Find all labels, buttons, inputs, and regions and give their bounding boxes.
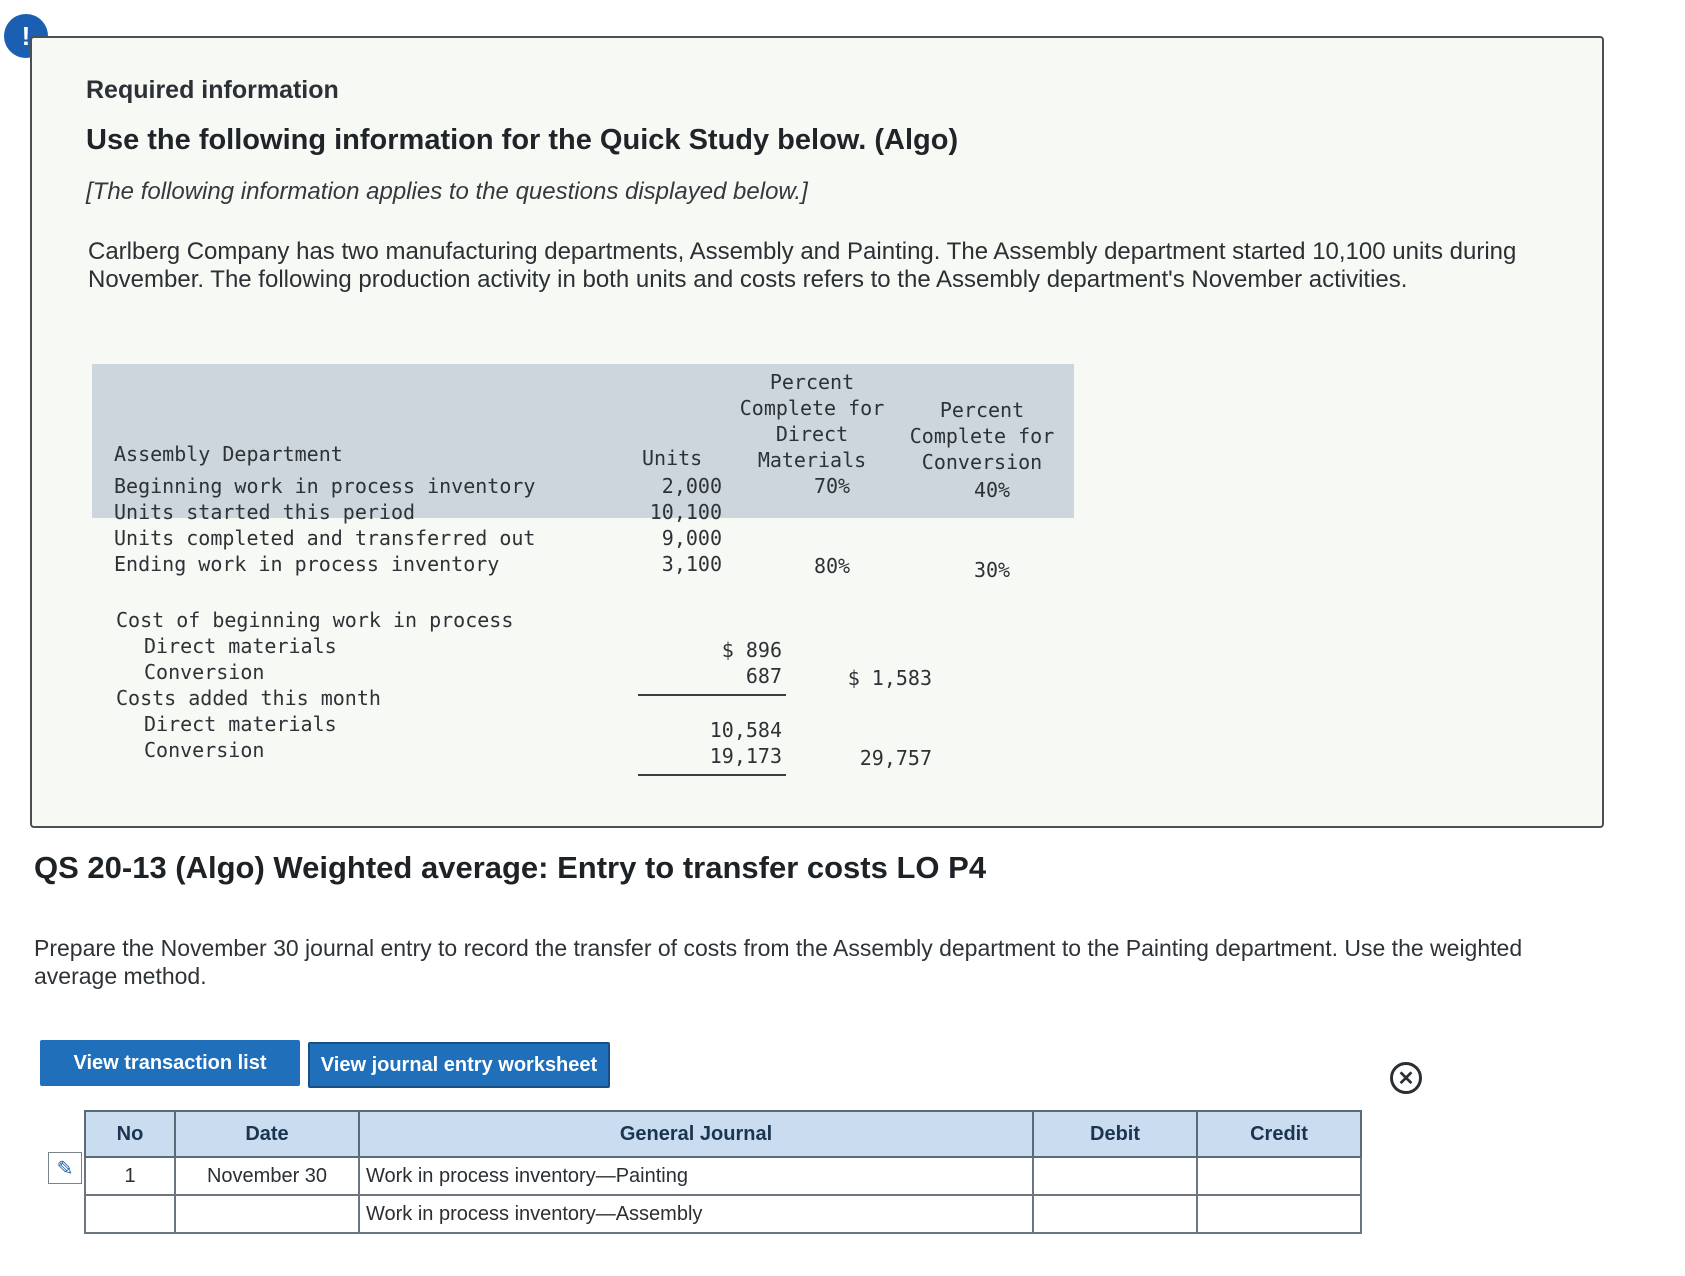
applies-note: [The following information applies to the questions displayed below.] — [86, 178, 808, 205]
cost-add-conv-value: 19,173 — [709, 744, 782, 768]
pencil-icon[interactable]: ✎ — [48, 1152, 82, 1184]
journal-row-date — [175, 1195, 359, 1233]
cost-beginning-wip-label: Cost of beginning work in process — [116, 608, 514, 632]
header-pct-dm-2: Complete for — [739, 396, 885, 420]
journal-row-account[interactable]: Work in process inventory—Painting — [359, 1157, 1033, 1195]
header-pct-conv-2: Complete for — [909, 424, 1055, 448]
required-info-title: Required information — [86, 76, 339, 104]
row-units-units-completed: 9,000 — [661, 526, 722, 550]
question-prompt: Prepare the November 30 journal entry to record the transfer of costs from the Assembly department to the Painting department. Use the weighted average method. — [34, 935, 1523, 989]
cost-add-dm-value: 10,584 — [709, 718, 782, 742]
intro-paragraph: Carlberg Company has two manufacturing departments, Assembly and Painting. The Assembly department started 10,100 units during November. The following production activity in both units and costs refers to the Assembly department's November activities. — [88, 238, 1517, 293]
cost-beg-dm-label: Direct materials — [144, 634, 337, 658]
journal-row-credit[interactable] — [1197, 1195, 1361, 1233]
view-transaction-list-button[interactable]: View transaction list — [40, 1040, 300, 1086]
journal-header-date: Date — [175, 1111, 359, 1157]
cost-beg-dm-value: $ 896 — [721, 638, 782, 662]
row-dm-beginning-wip: 70% — [813, 474, 851, 498]
cost-add-total: 29,757 — [859, 746, 932, 770]
header-pct-dm-1: Percent — [769, 370, 855, 394]
cost-beg-total: $ 1,583 — [847, 666, 932, 690]
row-units-units-started: 10,100 — [649, 500, 722, 524]
journal-row-credit[interactable] — [1197, 1157, 1361, 1195]
view-journal-entry-worksheet-button[interactable]: View journal entry worksheet — [308, 1042, 610, 1088]
journal-header-debit: Debit — [1033, 1111, 1197, 1157]
row-units-ending-wip: 3,100 — [661, 552, 722, 576]
row-label-beginning-wip: Beginning work in process inventory — [114, 474, 536, 498]
cost-beg-subtotal-rule — [638, 694, 786, 696]
journal-row-debit[interactable] — [1033, 1195, 1197, 1233]
cost-added-label: Costs added this month — [116, 686, 381, 710]
journal-entry-table — [84, 1110, 1362, 1234]
row-conv-beginning-wip: 40% — [973, 478, 1011, 502]
row-conv-ending-wip: 30% — [973, 558, 1011, 582]
header-units: Units — [642, 446, 703, 470]
header-pct-dm-3: Direct — [775, 422, 849, 446]
journal-row — [85, 1195, 1361, 1233]
row-dm-ending-wip: 80% — [813, 554, 851, 578]
question-title: QS 20-13 (Algo) Weighted average: Entry to transfer costs LO P4 — [34, 850, 987, 885]
cost-add-dm-label: Direct materials — [144, 712, 337, 736]
journal-row-debit[interactable] — [1033, 1157, 1197, 1195]
journal-row-date: November 30 — [175, 1157, 359, 1195]
journal-row-no — [85, 1195, 175, 1233]
close-circle-icon[interactable]: ✕ — [1390, 1062, 1422, 1094]
cost-beg-conv-label: Conversion — [144, 660, 265, 684]
journal-row-account[interactable]: Work in process inventory—Assembly — [359, 1195, 1033, 1233]
cost-add-conv-label: Conversion — [144, 738, 265, 762]
journal-header-no: No — [85, 1111, 175, 1157]
cost-beg-conv-value: 687 — [745, 664, 782, 688]
header-assembly-department: Assembly Department — [114, 442, 343, 466]
header-pct-conv-1: Percent — [939, 398, 1025, 422]
journal-header-general: General Journal — [359, 1111, 1033, 1157]
row-label-ending-wip: Ending work in process inventory — [114, 552, 500, 576]
cost-add-subtotal-rule — [638, 774, 786, 776]
header-pct-conv-3: Conversion — [921, 450, 1043, 474]
alert-icon: ! — [4, 14, 48, 58]
header-pct-dm-4: Materials — [757, 448, 867, 472]
row-units-beginning-wip: 2,000 — [661, 474, 722, 498]
row-label-units-started: Units started this period — [114, 500, 416, 524]
journal-header-credit: Credit — [1197, 1111, 1361, 1157]
journal-row-no: 1 — [85, 1157, 175, 1195]
row-label-units-completed: Units completed and transferred out — [114, 526, 536, 550]
required-information-panel — [30, 36, 1604, 828]
quick-study-heading: Use the following information for the Quick Study below. (Algo) — [86, 124, 959, 156]
journal-row — [85, 1157, 1361, 1195]
